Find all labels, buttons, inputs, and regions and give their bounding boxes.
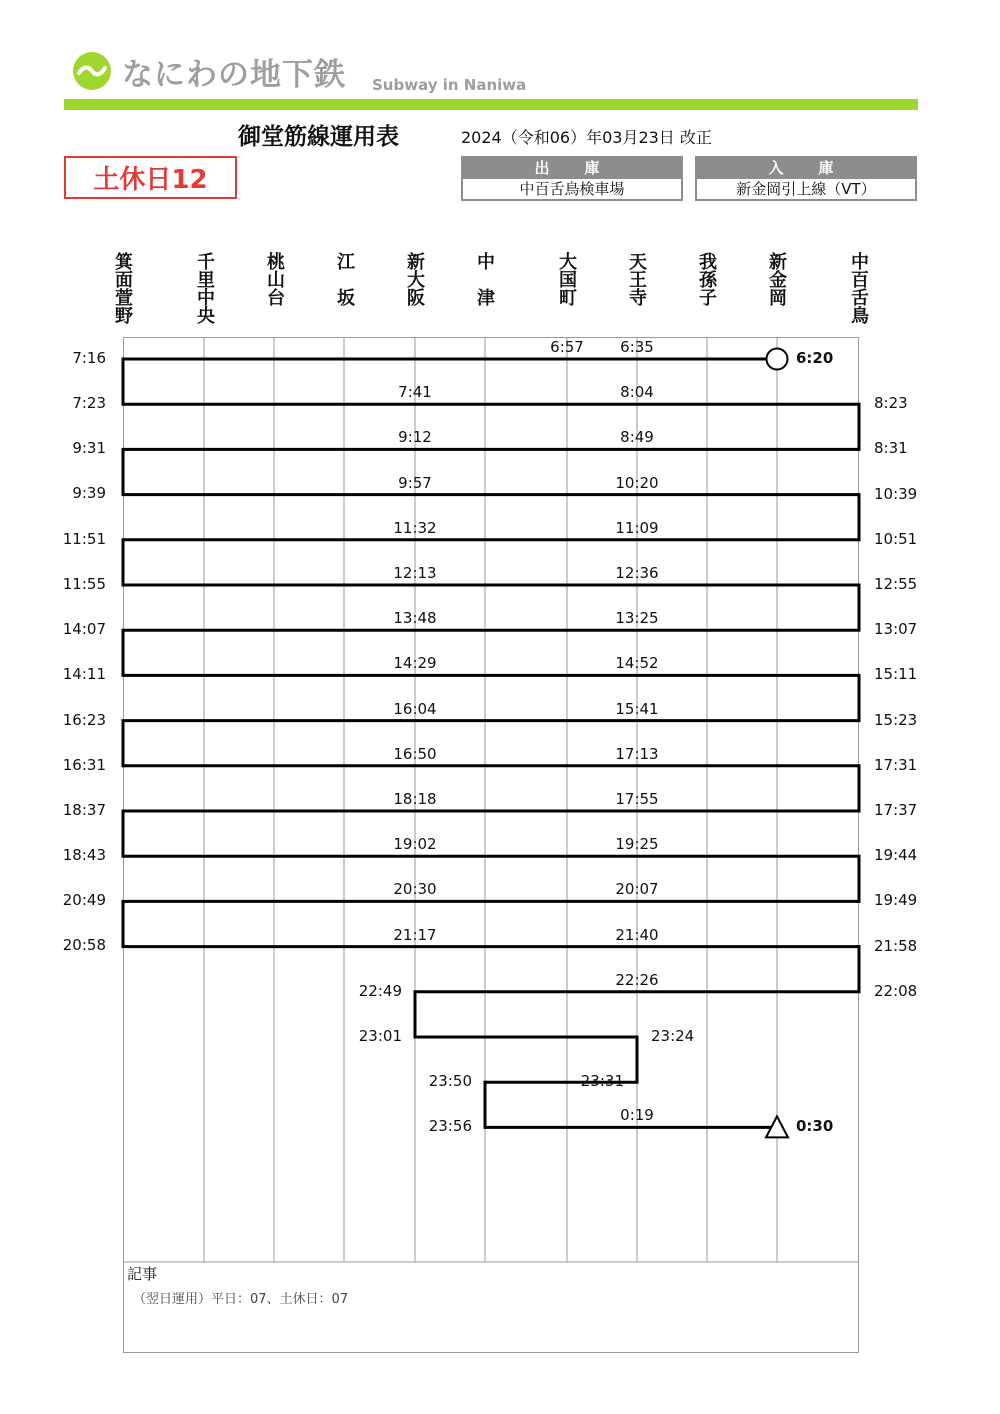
station-name: 箕面萱野 <box>112 252 133 324</box>
arrival-time: 21:58 <box>874 936 918 955</box>
station-name: 天王寺 <box>626 252 647 306</box>
departure-time: 7:23 <box>72 394 106 412</box>
arrival-time: 20:49 <box>62 891 106 910</box>
intermediate-time: 19:25 <box>615 835 659 854</box>
departure-time: 23:01 <box>358 1027 402 1045</box>
arrival-time: 18:37 <box>62 801 106 819</box>
arrival-time: 16:23 <box>62 710 106 729</box>
notes-title: 記事 <box>127 1265 158 1283</box>
station-name: 新大阪 <box>404 252 425 306</box>
departure-time: 11:55 <box>62 574 106 593</box>
arrival-time: 23:50 <box>428 1072 472 1091</box>
end-time: 0:30 <box>796 1117 834 1136</box>
arrival-time: 17:31 <box>874 755 918 774</box>
station-name: 新金岡 <box>766 252 787 306</box>
arrival-time: 8:23 <box>874 394 908 413</box>
depot-out-value: 中百舌鳥検車場 <box>519 180 625 198</box>
departure-time: 18:43 <box>62 846 106 864</box>
intermediate-time: 15:41 <box>615 699 659 718</box>
station-name: 中百舌鳥 <box>848 252 869 324</box>
start-circle-icon <box>767 349 788 370</box>
arrival-time: 12:55 <box>874 575 918 593</box>
departure-time: 14:11 <box>62 665 106 684</box>
intermediate-time: 0:19 <box>620 1106 654 1125</box>
arrival-time: 14:07 <box>62 620 106 639</box>
intermediate-time: 13:48 <box>393 609 437 628</box>
departure-time: 10:51 <box>874 529 918 548</box>
intermediate-time: 22:26 <box>615 970 659 989</box>
intermediate-time: 16:04 <box>393 699 437 718</box>
departure-time: 19:49 <box>874 891 918 910</box>
departure-time: 13:07 <box>874 620 918 639</box>
departure-time: 8:31 <box>874 439 908 458</box>
intermediate-time: 20:07 <box>615 880 659 899</box>
departure-time: 23:56 <box>428 1117 472 1136</box>
intermediate-time: 10:20 <box>615 473 659 492</box>
intermediate-time: 6:35 <box>620 338 654 356</box>
arrival-time: 11:51 <box>62 529 106 548</box>
arrival-time: 19:44 <box>874 846 918 865</box>
intermediate-time: 18:18 <box>393 790 437 808</box>
intermediate-time: 9:57 <box>398 473 432 492</box>
departure-time: 23:31 <box>580 1072 624 1091</box>
station-name: 桃山台 <box>264 252 285 306</box>
intermediate-time: 8:04 <box>620 383 654 402</box>
intermediate-time: 7:41 <box>398 383 432 402</box>
departure-time: 22:08 <box>874 981 918 1000</box>
intermediate-time: 17:13 <box>615 744 659 763</box>
arrival-time: 9:31 <box>72 439 106 458</box>
station-name: 江 坂 <box>334 252 355 306</box>
depot-in-value: 新金岡引上線（VT） <box>736 180 876 198</box>
intermediate-time: 11:09 <box>615 518 659 537</box>
intermediate-time: 13:25 <box>615 609 659 628</box>
logo-subtitle: Subway in Naniwa <box>372 76 527 94</box>
station-name: 我孫子 <box>696 252 717 306</box>
arrival-time: 15:11 <box>874 665 918 684</box>
intermediate-time: 16:50 <box>393 744 437 763</box>
notes-text: （翌日運用）平日：07、土休日：07 <box>133 1292 349 1307</box>
intermediate-time: 11:32 <box>393 518 437 537</box>
depot-out-label: 出 庫 <box>463 158 681 179</box>
operation-badge: 土休日12 <box>64 156 237 199</box>
intermediate-time: 20:30 <box>393 880 437 899</box>
depot-in-label: 入 庫 <box>697 158 915 179</box>
arrival-time: 10:39 <box>874 484 918 503</box>
intermediate-time: 17:55 <box>615 790 659 808</box>
station-name: 千里中央 <box>194 252 215 324</box>
intermediate-time: 9:12 <box>398 428 432 447</box>
departure-time: 17:37 <box>874 801 918 819</box>
page-title: 御堂筋線運用表 <box>238 124 399 150</box>
station-name: 中 津 <box>474 252 495 306</box>
departure-time: 20:58 <box>62 936 106 955</box>
arrival-time: 22:49 <box>358 981 402 1000</box>
intermediate-time: 12:13 <box>393 564 437 582</box>
intermediate-time: 6:57 <box>550 338 584 356</box>
logo-text: なにわの地下鉄 <box>122 56 346 93</box>
departure-time: 15:23 <box>874 710 918 729</box>
revision-date: 2024（令和06）年03月23日 改正 <box>461 128 712 147</box>
intermediate-time: 19:02 <box>393 835 437 854</box>
departure-time: 9:39 <box>72 484 106 503</box>
intermediate-time: 12:36 <box>615 564 659 582</box>
departure-time: 16:31 <box>62 755 106 774</box>
intermediate-time: 14:52 <box>615 654 659 673</box>
start-time: 6:20 <box>796 349 834 367</box>
arrival-time: 7:16 <box>72 349 106 367</box>
intermediate-time: 21:40 <box>615 925 659 944</box>
arrival-time: 23:24 <box>651 1027 695 1045</box>
intermediate-time: 14:29 <box>393 654 437 673</box>
intermediate-time: 8:49 <box>620 428 654 447</box>
intermediate-time: 21:17 <box>393 925 437 944</box>
station-name: 大国町 <box>556 252 577 306</box>
